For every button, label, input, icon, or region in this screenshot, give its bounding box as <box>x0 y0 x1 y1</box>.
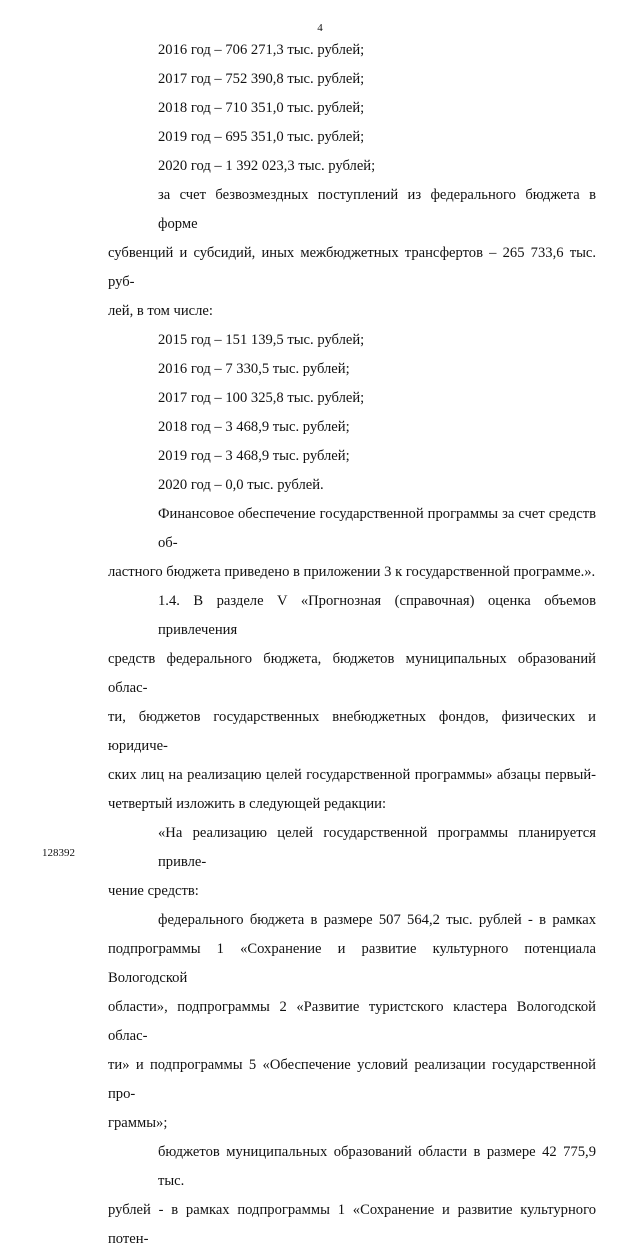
section-paragraph-line-5: четвертый изложить в следующей редакции: <box>108 796 387 812</box>
page-number: 4 <box>317 22 323 34</box>
funding-line-2016: 2016 год – 706 271,3 тыс. рублей; <box>158 42 365 58</box>
section-paragraph-line-4: ских лиц на реализацию целей государственной программы» абзацы первый- <box>108 767 596 783</box>
section-paragraph-line-2: средств федерального бюджета, бюджетов муниципальных образований облас- <box>108 651 596 696</box>
federal-line-2016: 2016 год – 7 330,5 тыс. рублей; <box>158 361 350 377</box>
federal-paragraph-line-2: субвенций и субсидий, иных межбюджетных трансфертов – 265 733,6 тыс. руб- <box>108 245 596 290</box>
quote-paragraph-line-2: чение средств: <box>108 883 199 899</box>
federal-paragraph-line-3: лей, в том числе: <box>108 303 213 319</box>
quote-paragraph-line-1: «На реализацию целей государственной программы планируется привле- <box>158 825 596 870</box>
finance-paragraph-line-1: Финансовое обеспечение государственной программы за счет средств об- <box>158 506 596 551</box>
funding-line-2020: 2020 год – 1 392 023,3 тыс. рублей; <box>158 158 376 174</box>
funding-line-2018: 2018 год – 710 351,0 тыс. рублей; <box>158 100 365 116</box>
municipal-line-1: бюджетов муниципальных образований области в размере 42 775,9 тыс. <box>158 1144 596 1189</box>
federal-line-2015: 2015 год – 151 139,5 тыс. рублей; <box>158 332 365 348</box>
finance-paragraph-line-2: ластного бюджета приведено в приложении 3 к государственной программе.». <box>108 564 596 580</box>
federal-line-2017: 2017 год – 100 325,8 тыс. рублей; <box>158 390 365 406</box>
fed-budget-line-1: федерального бюджета в размере 507 564,2 тыс. рублей - в рамках <box>158 912 596 928</box>
fed-budget-line-4: ти» и подпрограммы 5 «Обеспечение условий реализации государственной про- <box>108 1057 596 1102</box>
fed-budget-line-5: граммы»; <box>108 1115 168 1131</box>
municipal-line-2: рублей - в рамках подпрограммы 1 «Сохранение и развитие культурного потен- <box>108 1202 596 1247</box>
fed-budget-line-3: области», подпрограммы 2 «Развитие туристского кластера Вологодской облас- <box>108 999 596 1044</box>
federal-line-2020: 2020 год – 0,0 тыс. рублей. <box>158 477 324 493</box>
funding-line-2019: 2019 год – 695 351,0 тыс. рублей; <box>158 129 365 145</box>
fed-budget-line-2: подпрограммы 1 «Сохранение и развитие культурного потенциала Вологодской <box>108 941 596 986</box>
funding-line-2017: 2017 год – 752 390,8 тыс. рублей; <box>158 71 365 87</box>
federal-line-2018: 2018 год – 3 468,9 тыс. рублей; <box>158 419 350 435</box>
document-body <box>108 36 596 1254</box>
federal-paragraph-line-1: за счет безвозмездных поступлений из федерального бюджета в форме <box>158 187 596 232</box>
document-id: 128392 <box>42 847 75 859</box>
federal-line-2019: 2019 год – 3 468,9 тыс. рублей; <box>158 448 350 464</box>
section-paragraph-line-3: ти, бюджетов государственных внебюджетных фондов, физических и юридиче- <box>108 709 596 754</box>
section-paragraph-line-1: 1.4. В разделе V «Прогнозная (справочная) оценка объемов привлечения <box>158 593 596 638</box>
